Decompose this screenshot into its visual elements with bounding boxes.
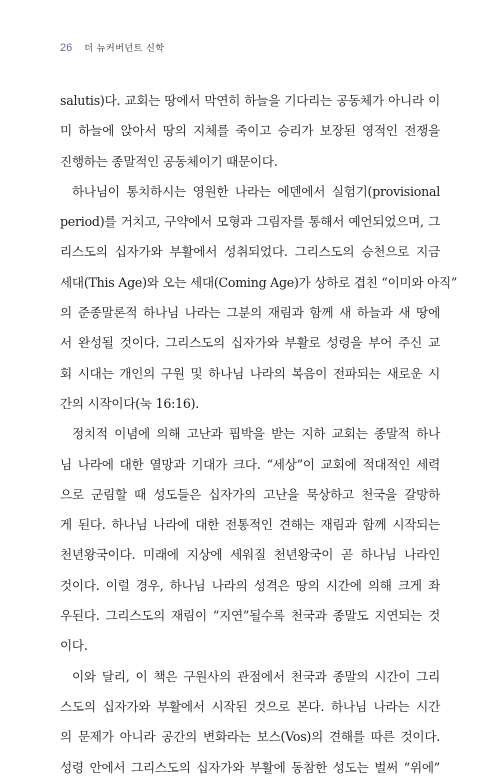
text-line: 이다. <box>60 638 88 654</box>
running-header <box>60 41 165 54</box>
text-line: 진행하는 종말적인 공동체이기 때문이다. <box>60 153 278 169</box>
text-line: 세대(This Age)와 오는 세대(Coming Age)가 상하로 겹친 “이미와 아직” <box>60 274 458 290</box>
page-number: 26 <box>60 42 73 54</box>
paragraph <box>60 86 440 177</box>
text-line: period)를 거치고, 구약에서 모형과 그림자를 통해서 예언되었으며, 그 <box>60 214 440 230</box>
text-line: 간의 시작이다(눅 16:16). <box>60 395 200 411</box>
text-line: 서 완성될 것이다. 그리스도의 십자가와 부활로 성령을 부어 주신 교 <box>60 335 440 351</box>
text-line: 것이다. 이럴 경우, 하나님 나라의 성격은 땅의 시간에 의해 크게 좌 <box>60 577 440 593</box>
text-line: 리스도의 십자가와 부활에서 성취되었다. 그리스도의 승천으로 지금 <box>60 244 440 260</box>
paragraph <box>60 662 440 783</box>
running-title: 더 뉴커버넌트 신학 <box>84 44 165 54</box>
paragraph <box>60 419 440 661</box>
text-line: 성령 안에서 그리스도의 십자가와 부활에 동참한 성도는 벌써 “위에” <box>60 759 440 775</box>
text-line: 하나님이 통치하시는 영원한 나라는 에덴에서 실험기(provisional <box>72 183 440 199</box>
text-line: 정치적 이념에 의해 고난과 핍박을 받는 지하 교회는 종말적 하나 <box>72 426 440 442</box>
text-line: 미 하늘에 앉아서 땅의 지체를 죽이고 승리가 보장된 영적인 전쟁을 <box>60 123 440 139</box>
text-line: 으로 군림할 때 성도들은 십자가의 고난을 묵상하고 천국을 갈망하 <box>60 486 440 502</box>
text-line: 게 된다. 하나님 나라에 대한 전통적인 견해는 재림과 함께 시작되는 <box>60 517 440 533</box>
body-text <box>60 86 458 783</box>
text-line: 의 준종말론적 하나님 나라는 그분의 재림과 함께 새 하늘과 새 땅에 <box>60 305 440 321</box>
text-line: 천년왕국이다. 미래에 지상에 세워질 천년왕국이 곧 하나님 나라인 <box>60 547 440 563</box>
text-line: 의 문제가 아니라 공간의 변화라는 보스(Vos)의 견해를 따른 것이다. <box>60 729 440 745</box>
text-line: 이와 달리, 이 책은 구원사의 관점에서 천국과 종말의 시간이 그리 <box>72 668 440 684</box>
text-line: salutis)다. 교회는 땅에서 막연히 하늘을 기다리는 공동체가 아니라 이 <box>60 93 440 108</box>
text-line: 스도의 십자가와 부활에서 시작된 것으로 본다. 하나님 나라는 시간 <box>60 698 440 714</box>
paragraph <box>60 177 458 419</box>
text-line: 회 시대는 개인의 구원 및 하나님 나라의 복음이 전파되는 새로운 시 <box>60 365 440 381</box>
text-line: 우된다. 그리스도의 재림이 “지연”될수록 천국과 종말도 지연되는 것 <box>60 608 440 624</box>
text-line: 님 나라에 대한 열망과 기대가 크다. “세상”이 교회에 적대적인 세력 <box>60 456 440 472</box>
